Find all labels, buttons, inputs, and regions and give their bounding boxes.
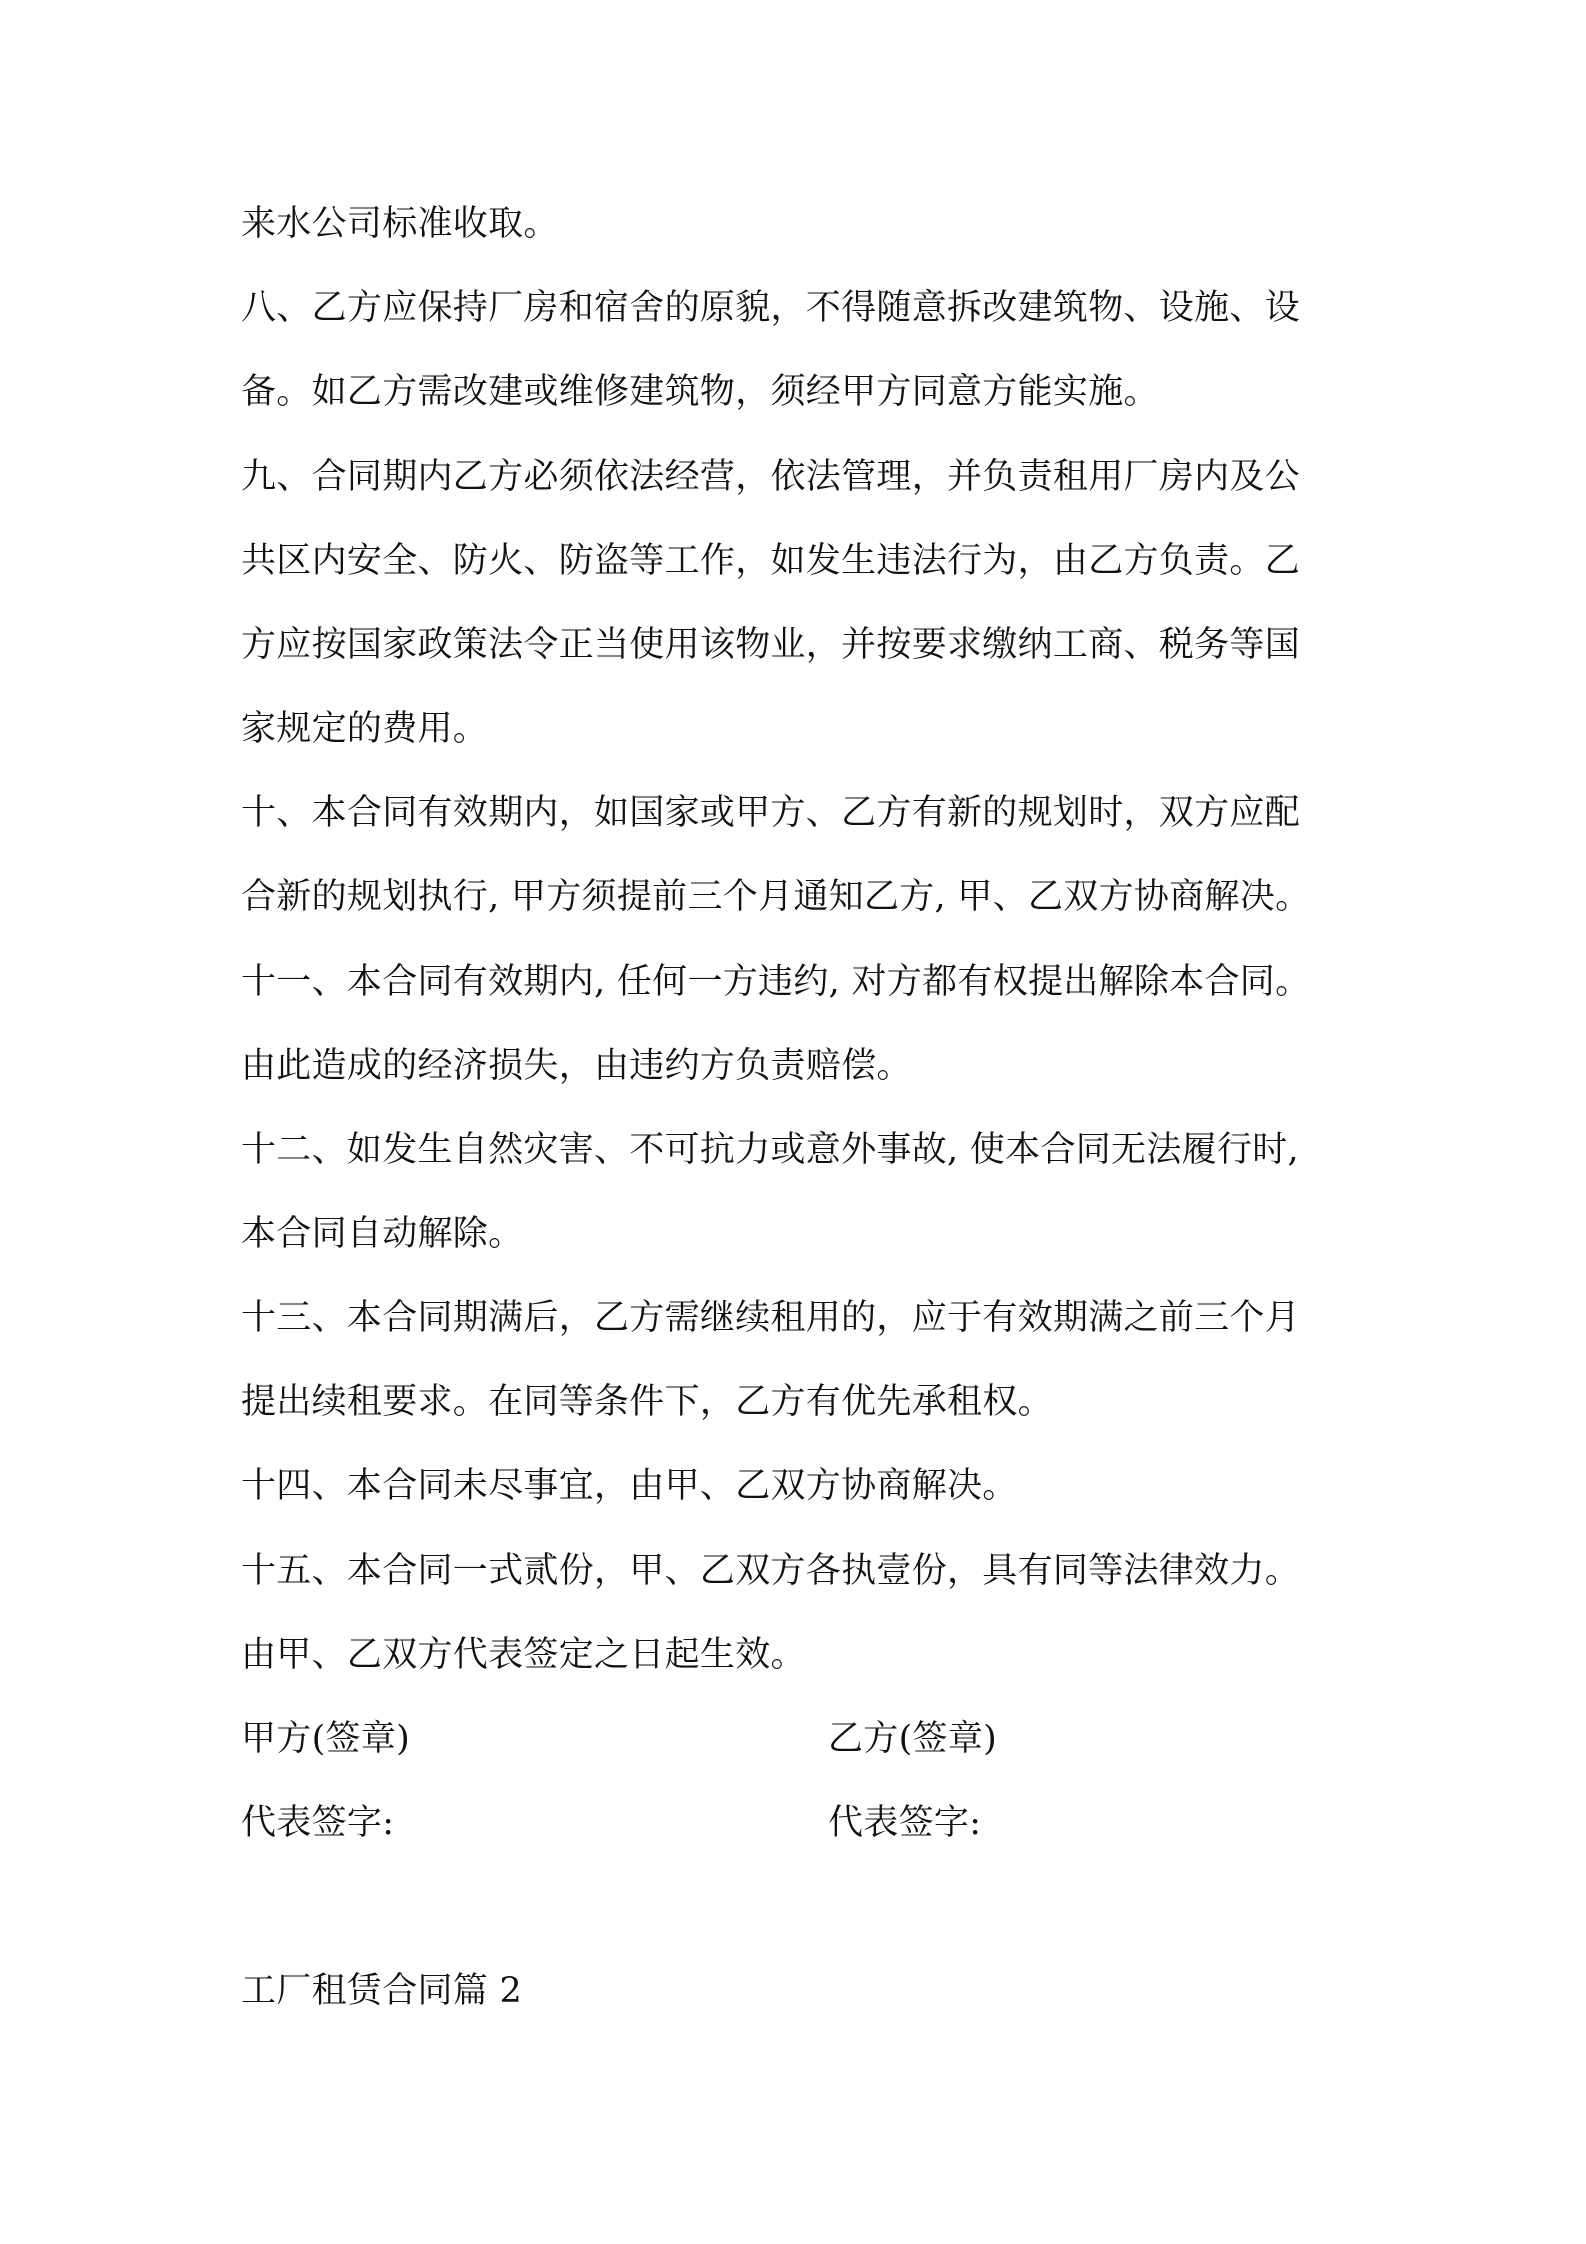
paragraph-line: 来水公司标准收取。 [241, 204, 559, 244]
paragraph-line: 合新的规划执行, 甲方须提前三个月通知乙方, 甲、乙双方协商解决。 [241, 877, 1311, 917]
paragraph-line: 由甲、乙双方代表签定之日起生效。 [241, 1635, 806, 1675]
paragraph-line: 八、乙方应保持厂房和宿舍的原貌，不得随意拆改建筑物、设施、设 [241, 288, 1301, 328]
paragraph-line: 由此造成的经济损失，由违约方负责赔偿。 [241, 1046, 912, 1086]
paragraph-line: 九、合同期内乙方必须依法经营，依法管理，并负责租用厂房内及公 [241, 457, 1301, 497]
paragraph-line: 十三、本合同期满后，乙方需继续租用的，应于有效期满之前三个月 [241, 1298, 1301, 1338]
paragraph-line: 十四、本合同未尽事宜，由甲、乙双方协商解决。 [241, 1466, 1018, 1506]
paragraph-line: 十一、本合同有效期内, 任何一方违约, 对方都有权提出解除本合同。 [241, 962, 1311, 1002]
paragraph-line: 十五、本合同一式贰份，甲、乙双方各执壹份，具有同等法律效力。 [241, 1551, 1301, 1591]
paragraph-line: 家规定的费用。 [241, 709, 489, 749]
paragraph-line: 十二、如发生自然灾害、不可抗力或意外事故, 使本合同无法履行时, [241, 1130, 1299, 1170]
party-b-rep-label: 代表签字: [828, 1803, 982, 1843]
paragraph-line: 方应按国家政策法令正当使用该物业，并按要求缴纳工商、税务等国 [241, 625, 1301, 665]
paragraph-line: 本合同自动解除。 [241, 1214, 524, 1254]
paragraph-line: 提出续租要求。在同等条件下，乙方有优先承租权。 [241, 1382, 1053, 1422]
party-a-seal-label: 甲方(签章) [241, 1719, 411, 1759]
party-b-seal-label: 乙方(签章) [828, 1719, 998, 1759]
paragraph-line: 共区内安全、防火、防盗等工作，如发生违法行为，由乙方负责。乙 [241, 541, 1301, 581]
paragraph-line: 备。如乙方需改建或维修建筑物，须经甲方同意方能实施。 [241, 372, 1159, 412]
next-section-title: 工厂租赁合同篇 2 [241, 1971, 523, 2011]
paragraph-line: 十、本合同有效期内，如国家或甲方、乙方有新的规划时，双方应配 [241, 793, 1301, 833]
party-a-rep-label: 代表签字: [241, 1803, 395, 1843]
